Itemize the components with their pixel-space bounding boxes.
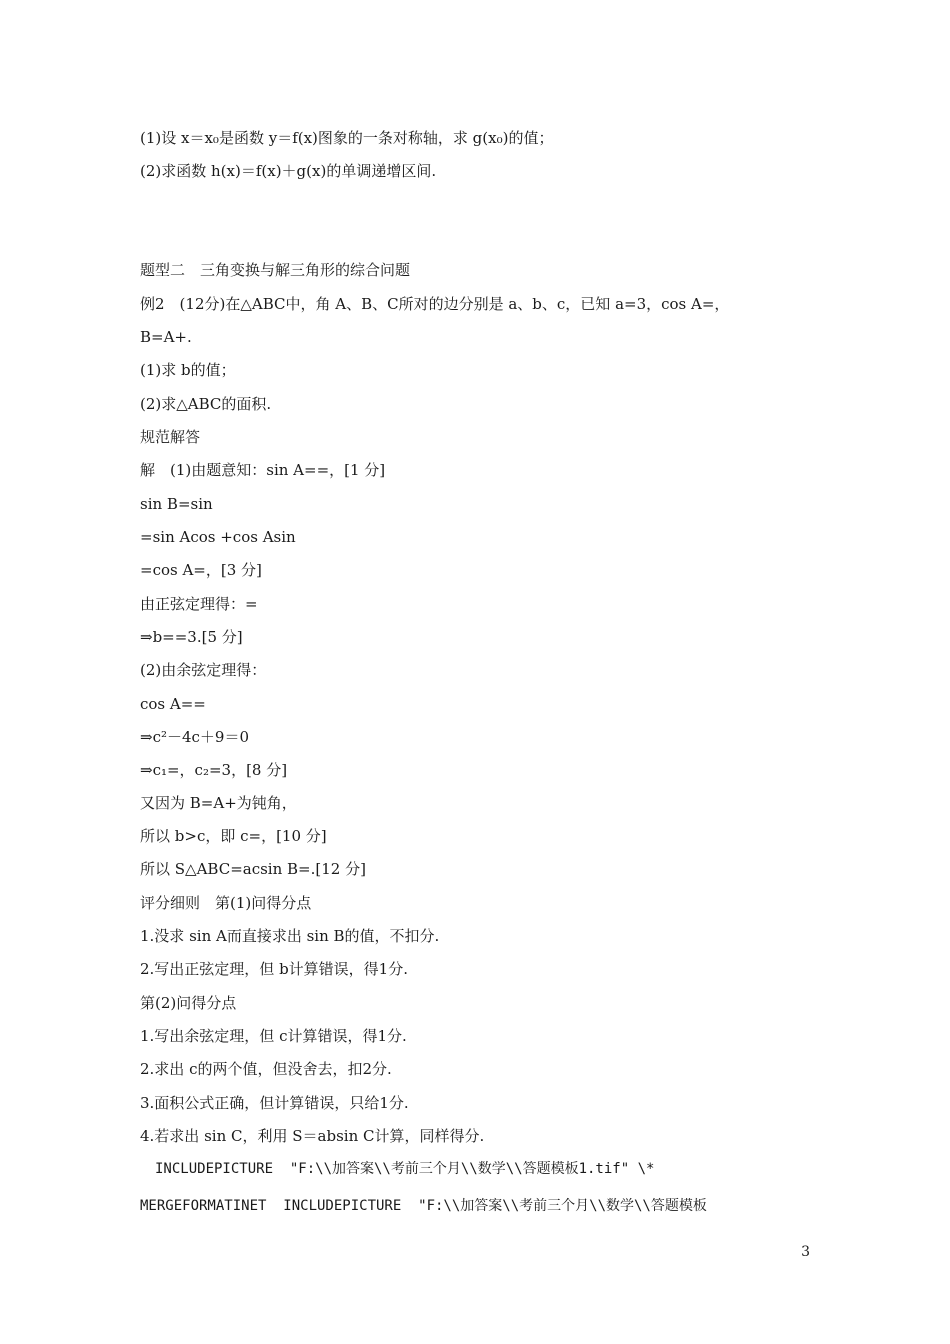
example-question-2: (2)求△ABC的面积. xyxy=(140,395,272,413)
grading-item: 1.写出余弦定理，但 c计算错误，得1分. xyxy=(140,1027,407,1045)
solution-line: =sin Acos +cos Asin xyxy=(140,528,296,546)
solution-line: ⇒c₁=，c₂=3，[8 分] xyxy=(140,761,288,779)
section-title: 题型二 三角变换与解三角形的综合问题 xyxy=(140,261,411,279)
solution-line: sin B=sin xyxy=(140,495,213,513)
page-number: 3 xyxy=(801,1244,810,1260)
grading-item: 1.没求 sin A而直接求出 sin B的值，不扣分. xyxy=(140,927,440,945)
solution-line: 又因为 B=A+为钝角， xyxy=(140,794,297,812)
question-part-1: (1)设 x＝x₀是函数 y＝f(x)图象的一条对称轴，求 g(x₀)的值； xyxy=(140,129,554,147)
solution-line: 解 (1)由题意知：sin A==，[1 分] xyxy=(140,461,386,479)
grading-part-2-heading: 第(2)问得分点 xyxy=(140,994,237,1012)
solution-line: (2)由余弦定理得： xyxy=(140,661,267,679)
field-code-line-2: MERGEFORMATINET INCLUDEPICTURE "F:\\加答案\\考前三个月\\数学\\答题模板 xyxy=(140,1198,707,1214)
example-statement-line-2: B=A+. xyxy=(140,328,192,346)
question-part-2: (2)求函数 h(x)＝f(x)＋g(x)的单调递增区间. xyxy=(140,162,437,180)
solution-line: ⇒c²－4c＋9＝0 xyxy=(140,728,250,746)
grading-item: 3.面积公式正确，但计算错误，只给1分. xyxy=(140,1094,409,1112)
solution-heading: 规范解答 xyxy=(140,428,201,446)
grading-item: 2.写出正弦定理，但 b计算错误，得1分. xyxy=(140,960,408,978)
grading-heading: 评分细则 第(1)问得分点 xyxy=(140,894,312,912)
grading-item: 4.若求出 sin C，利用 S＝absin C计算，同样得分. xyxy=(140,1127,485,1145)
solution-line: 所以 b>c，即 c=，[10 分] xyxy=(140,827,327,845)
solution-line: 由正弦定理得：= xyxy=(140,595,258,613)
field-code-line-1: INCLUDEPICTURE "F:\\加答案\\考前三个月\\数学\\答题模板1.tif" \* xyxy=(155,1161,655,1177)
solution-line: cos A== xyxy=(140,695,206,713)
solution-line: ⇒b==3.[5 分] xyxy=(140,628,243,646)
grading-item: 2.求出 c的两个值，但没舍去，扣2分. xyxy=(140,1060,392,1078)
example-question-1: (1)求 b的值； xyxy=(140,361,236,379)
example-statement-line-1: 例2 (12分)在△ABC中，角 A、B、C所对的边分别是 a、b、c，已知 a=3，cos A=， xyxy=(140,295,730,313)
solution-line: =cos A=，[3 分] xyxy=(140,561,262,579)
solution-line: 所以 S△ABC=acsin B=.[12 分] xyxy=(140,860,366,878)
